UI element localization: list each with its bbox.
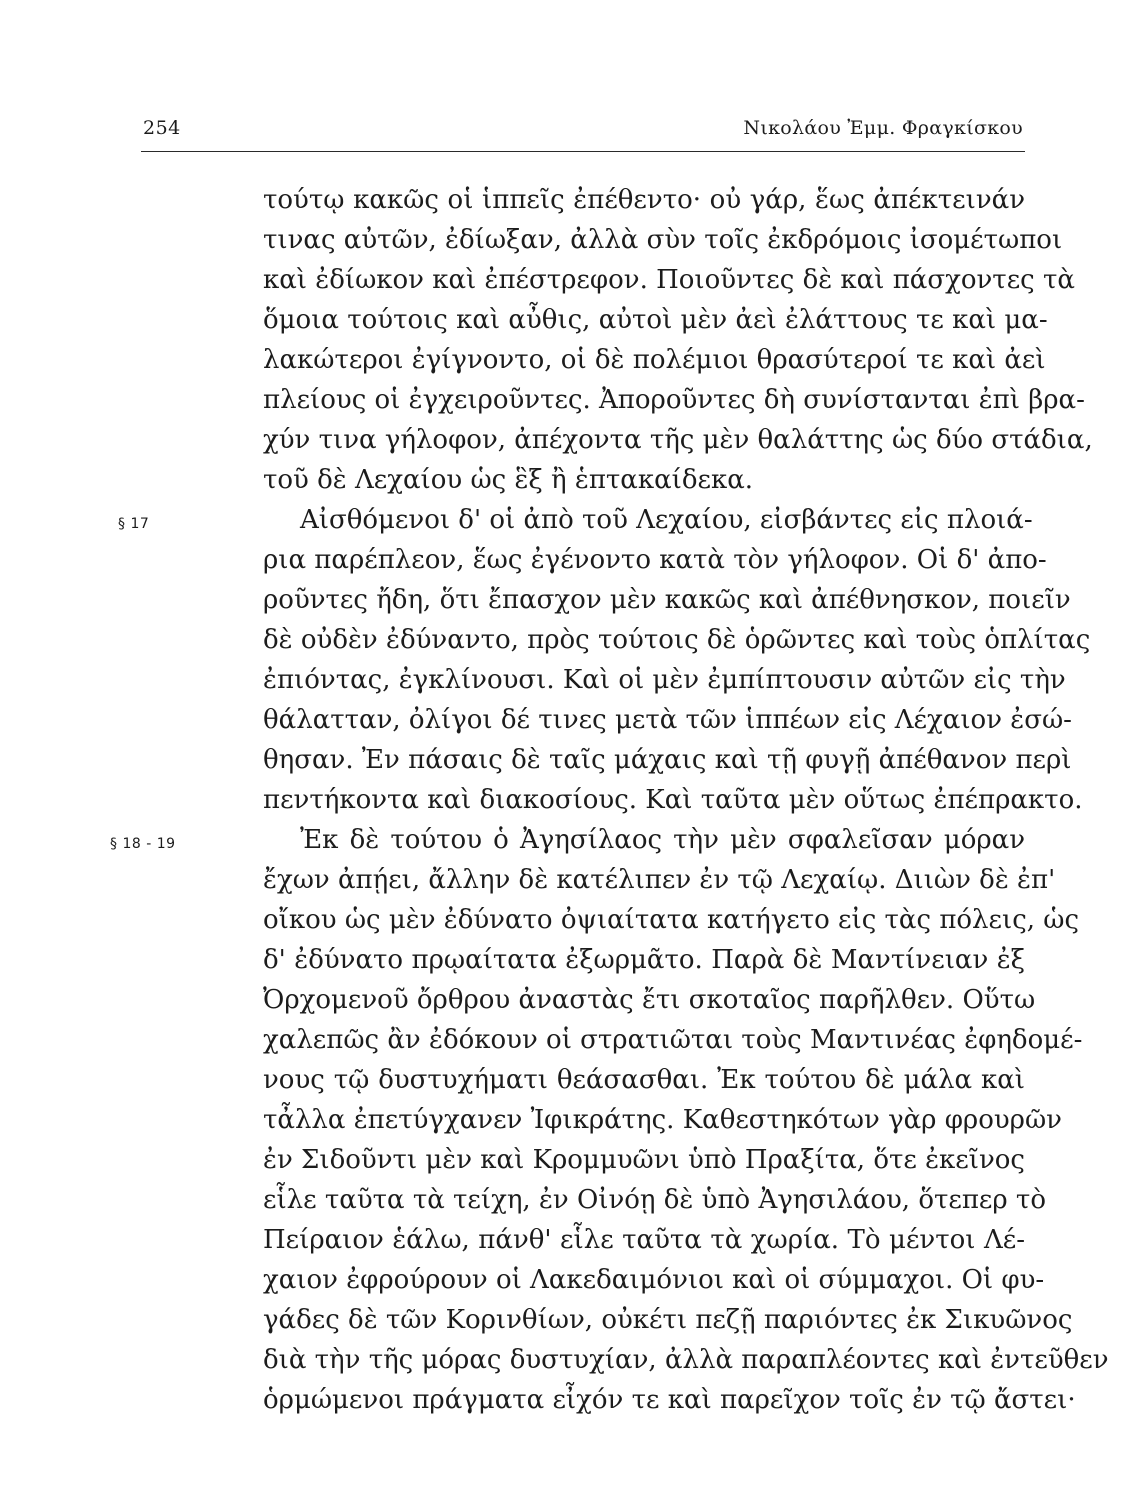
text-line: ὅμοια τούτοις καὶ αὖθις, αὐτοὶ μὲν ἀεὶ ἐλάττους τε καὶ μα- [263,305,1048,335]
text-line: τινας αὐτῶν, ἐδίωξαν, ἀλλὰ σὺν τοῖς ἐκδρόμοις ἰσομέτωποι [263,225,1063,255]
text-line: χαλεπῶς ἂν ἐδόκουν οἱ στρατιῶται τοὺς Μαντινέας ἐφηδομέ- [263,1025,1083,1055]
text-line: τοῦ δὲ Λεχαίου ὡς ἓξ ἢ ἑπτακαίδεκα. [263,465,754,495]
text-line: ἔχων ἀπῄει, ἄλλην δὲ κατέλιπεν ἐν τῷ Λεχαίῳ. Διιὼν δὲ ἐπ' [263,865,1056,895]
text-line: πεντήκοντα καὶ διακοσίους. Καὶ ταῦτα μὲν οὕτως ἐπέπρακτο. [263,785,1083,815]
text-line: ὁρμώμενοι πράγματα εἶχόν τε καὶ παρεῖχον τοῖς ἐν τῷ ἄστει· [263,1385,1076,1415]
text-line: ροῦντες ἤδη, ὅτι ἔπασχον μὲν κακῶς καὶ ἀπέθνησκον, ποιεῖν [263,585,1071,615]
text-line: Πείραιον ἑάλω, πάνθ' εἷλε ταῦτα τὰ χωρία. Τὸ μέντοι Λέ- [263,1225,1025,1255]
text-line: ρια παρέπλεον, ἕως ἐγένοντο κατὰ τὸν γήλοφον. Οἱ δ' ἀπο- [263,545,1047,575]
text-line: λακώτεροι ἐγίγνοντο, οἱ δὲ πολέμιοι θρασύτεροί τε καὶ ἀεὶ [263,345,1046,375]
section-mark: § 18 - 19 [110,836,176,852]
text-line: δὲ οὐδὲν ἐδύναντο, πρὸς τούτοις δὲ ὁρῶντες καὶ τοὺς ὁπλίτας [263,625,1091,655]
text-line: τἆλλα ἐπετύγχανεν Ἰφικράτης. Καθεστηκότων γὰρ φρουρῶν [263,1105,1062,1135]
text-line: ἐπιόντας, ἐγκλίνουσι. Καὶ οἱ μὲν ἐμπίπτουσιν αὐτῶν εἰς τὴν [263,665,1066,695]
text-line: θάλατταν, ὀλίγοι δέ τινες μετὰ τῶν ἱππέων εἰς Λέχαιον ἐσώ- [263,705,1072,735]
page-number: 254 [143,117,181,139]
text-line: καὶ ἐδίωκον καὶ ἐπέστρεφον. Ποιοῦντες δὲ καὶ πάσχοντες τὰ [263,265,1075,295]
text-line: δ' ἐδύνατο πρῳαίτατα ἐξωρμᾶτο. Παρὰ δὲ Μαντίνειαν ἐξ [263,945,1025,975]
text-line: θησαν. Ἐν πάσαις δὲ ταῖς μάχαις καὶ τῇ φυγῇ ἀπέθανον περὶ [263,745,1072,775]
text-line: νους τῷ δυστυχήματι θεάσασθαι. Ἐκ τούτου δὲ μάλα καὶ [263,1065,1025,1095]
text-line: Αἰσθόμενοι δ' οἱ ἀπὸ τοῦ Λεχαίου, εἰσβάντες εἰς πλοιά- [300,505,1033,535]
text-line: ἐν Σιδοῦντι μὲν καὶ Κρομμυῶνι ὑπὸ Πραξίτα, ὅτε ἐκεῖνος [263,1145,1025,1175]
section-mark: § 17 [118,516,150,532]
text-line: τούτῳ κακῶς οἱ ἱππεῖς ἐπέθεντο· οὐ γάρ, ἕως ἀπέκτεινάν [263,185,1025,215]
text-line: Ὀρχομενοῦ ὄρθρου ἀναστὰς ἔτι σκοταῖος παρῆλθεν. Οὕτω [263,985,1036,1015]
text-line: χύν τινα γήλοφον, ἀπέχοντα τῆς μὲν θαλάττης ὡς δύο στάδια, [263,425,1093,455]
running-head: Νικολάου Ἐμμ. Φραγκίσκου [743,117,1023,139]
text-line: οἴκου ὡς μὲν ἐδύνατο ὀψιαίτατα κατήγετο εἰς τὰς πόλεις, ὡς [263,905,1080,935]
text-line: χαιον ἐφρούρουν οἱ Λακεδαιμόνιοι καὶ οἱ σύμμαχοι. Οἱ φυ- [263,1265,1045,1295]
text-line: διὰ τὴν τῆς μόρας δυστυχίαν, ἀλλὰ παραπλέοντες καὶ ἐντεῦθεν [263,1345,1109,1375]
text-line: Ἐκ δὲ τούτου ὁ Ἀγησίλαος τὴν μὲν σφαλεῖσαν μόραν [300,825,1025,855]
text-line: γάδες δὲ τῶν Κορινθίων, οὐκέτι πεζῇ παριόντες ἐκ Σικυῶνος [263,1305,1073,1335]
text-line: εἷλε ταῦτα τὰ τείχη, ἐν Οἰνόῃ δὲ ὑπὸ Ἀγησιλάου, ὅτεπερ τὸ [263,1185,1046,1215]
header-rule [141,151,1025,152]
page-header [143,117,1023,147]
text-line: πλείους οἱ ἐγχειροῦντες. Ἀποροῦντες δὴ συνίστανται ἐπὶ βρα- [263,385,1085,415]
